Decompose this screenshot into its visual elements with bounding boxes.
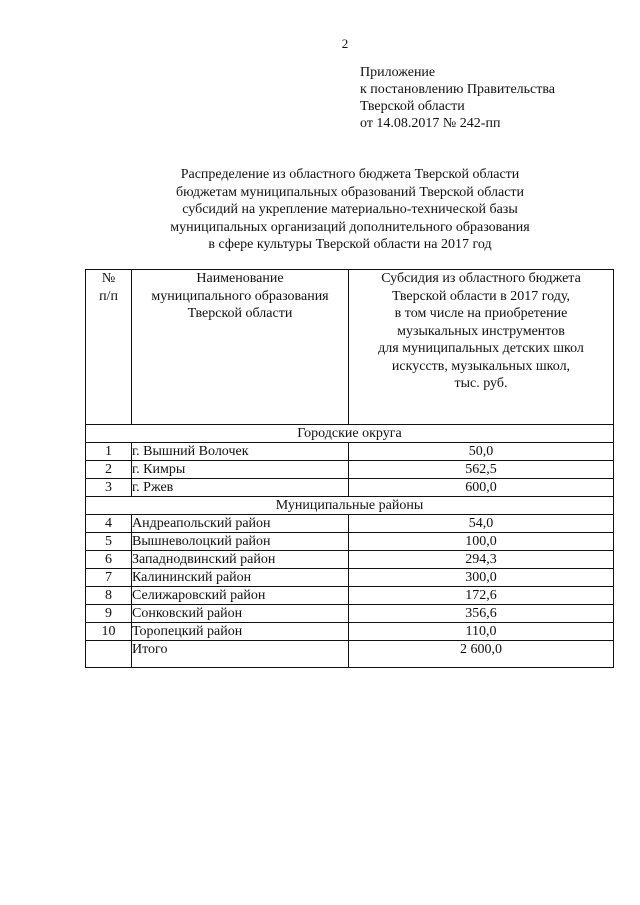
row-value: 100,0 [349,533,614,551]
header-line: музыкальных инструментов [397,323,565,339]
table-row [86,551,614,569]
total-row [86,641,614,668]
row-name: Сонковский район [132,605,349,623]
table-row [86,623,614,641]
row-number: 3 [86,479,132,497]
appendix-line: к постановлению Правительства [360,82,556,97]
header-name [132,270,349,425]
table-row [86,569,614,587]
table-header-row [86,270,614,425]
row-number: 9 [86,605,132,623]
row-value: 110,0 [349,623,614,641]
row-number: 10 [86,623,132,641]
header-line: Субсидия из областного бюджета [381,271,581,286]
appendix-line: Тверской области [360,99,465,114]
row-value: 600,0 [349,479,614,497]
header-line: муниципального образования [151,288,329,304]
header-line: Тверской области [187,306,293,321]
header-line: искусств, музыкальных школ, [391,358,571,374]
row-value: 300,0 [349,569,614,587]
section-row [86,425,614,443]
title-line: в сфере культуры Тверской области на 2017 год [208,237,492,253]
table-row [86,479,614,497]
header-line: в том числе на приобретение [394,306,568,321]
total-value: 2 600,0 [349,641,614,668]
title-line: субсидий на укрепление материально-технической базы [182,202,518,218]
header-line: Тверской области в 2017 году, [391,288,570,304]
header-line: п/п [99,288,118,304]
row-name: Селижаровский район [132,587,349,605]
row-number: 4 [86,515,132,533]
section-title: Городские округа [86,425,614,443]
row-value: 356,6 [349,605,614,623]
title-line: бюджетам муниципальных образований Тверской области [175,184,525,200]
row-name: г. Кимры [132,461,349,479]
row-number: 6 [86,551,132,569]
page-number: 2 [341,36,349,51]
table-row [86,515,614,533]
row-number: 5 [86,533,132,551]
subsidy-table [85,269,614,668]
appendix-block [360,64,555,132]
header-line: для муниципальных детских школ [378,341,584,356]
row-name: Торопецкий район [132,623,349,641]
table-row [86,533,614,551]
row-value: 54,0 [349,515,614,533]
row-value: 562,5 [349,461,614,479]
row-number: 8 [86,587,132,605]
table-row [86,587,614,605]
table-row [86,443,614,461]
header-subsidy [349,270,614,425]
table-row [86,461,614,479]
header-line: № [101,271,116,286]
row-value: 50,0 [349,443,614,461]
header-number [86,270,132,425]
title-line: муниципальных организаций дополнительного образования [170,219,530,235]
row-name: Калининский район [132,569,349,587]
section-title: Муниципальные районы [86,497,614,515]
section-row [86,497,614,515]
table-row [86,605,614,623]
row-name: Западнодвинский район [132,551,349,569]
row-number: 7 [86,569,132,587]
appendix-line: Приложение [360,65,436,80]
appendix-line: от 14.08.2017 № 242-пп [360,116,501,131]
title-line: Распределение из областного бюджета Тверской области [180,167,520,182]
total-label: Итого [132,641,349,668]
row-name: г. Ржев [132,479,349,497]
total-number [86,641,132,668]
document-title [0,166,640,254]
header-line: Наименование [196,271,284,286]
row-name: г. Вышний Волочек [132,443,349,461]
row-name: Вышневолоцкий район [132,533,349,551]
header-line: тыс. руб. [454,376,508,391]
row-value: 172,6 [349,587,614,605]
row-number: 1 [86,443,132,461]
row-value: 294,3 [349,551,614,569]
row-name: Андреапольский район [132,515,349,533]
row-number: 2 [86,461,132,479]
